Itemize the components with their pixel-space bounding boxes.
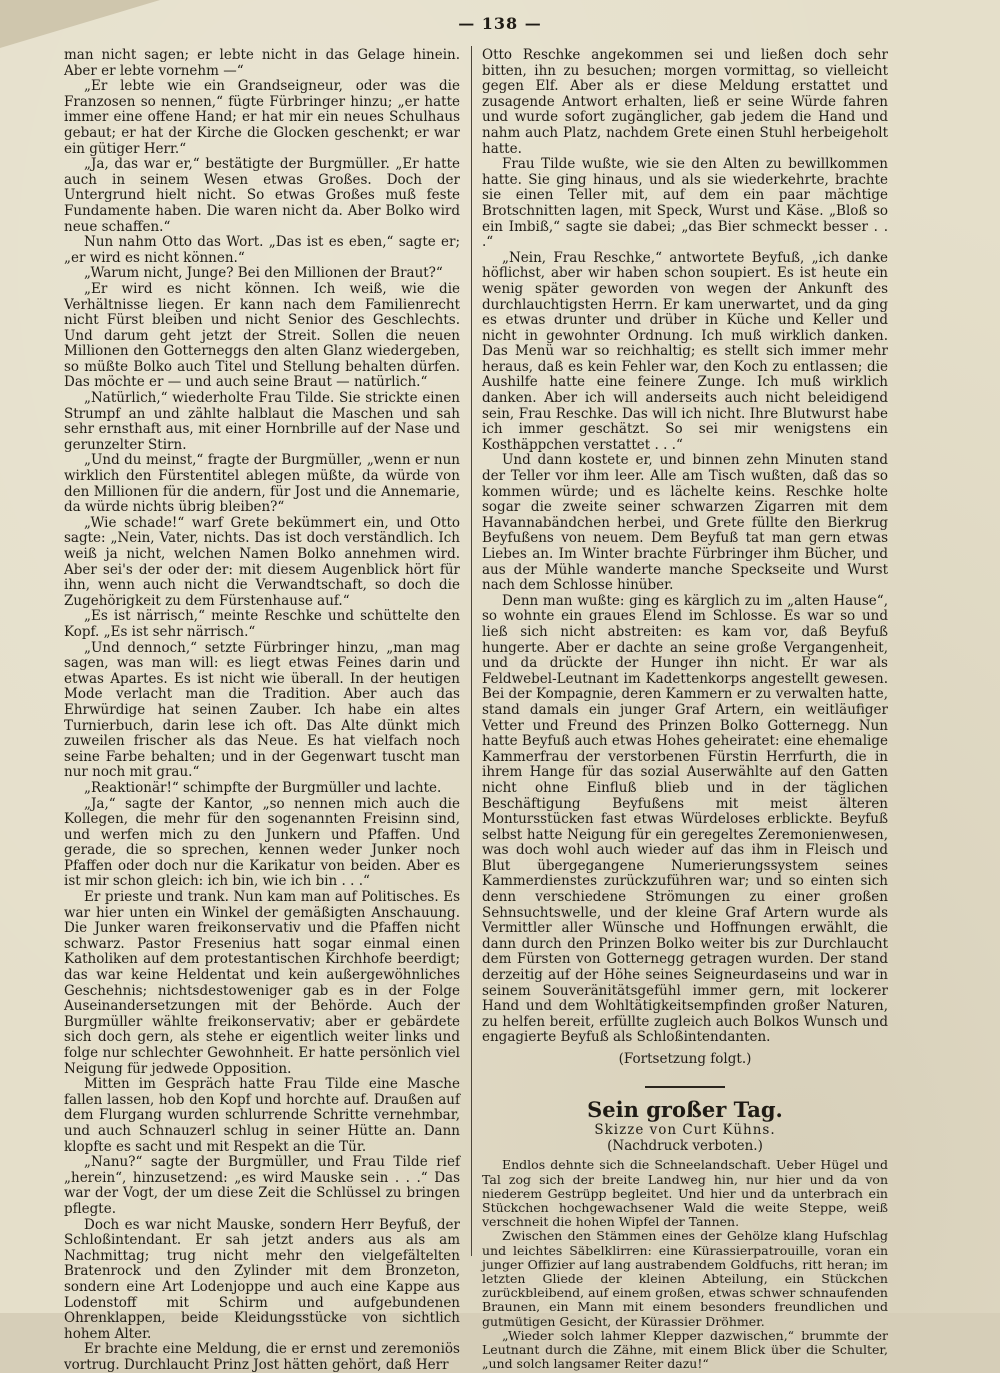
story-text bbox=[482, 1158, 888, 1371]
story-byline: Skizze von Curt Kühns. bbox=[594, 1122, 776, 1139]
left-column bbox=[64, 48, 460, 1373]
paragraph: „Wieder solch lahmer Klepper dazwischen,“ brummte der Leutnant durch die Zähne, mit einem Blick über die Schulter, „und solch langsamer Reiter dazu!“ bbox=[482, 1327, 888, 1372]
paragraph: „Reaktionär!“ schimpfte der Burgmüller und lachte. bbox=[84, 779, 442, 796]
paragraph: „Wie schade!“ warf Grete bekümmert ein, und Otto sagte: „Nein, Vater, nichts. Das ist doch verständlich. Ich weiß ja nicht, welchen Namen Bolko annehmen wird. Aber sei's der oder der: mit diesem Augenblick hört für ihn, wenn auch nicht die Verwandtschaft, so doch die Zugehörigkeit zu dem Fürstenhause auf.“ bbox=[64, 514, 460, 609]
section-rule bbox=[645, 1086, 725, 1088]
continuation-note: (Fortsetzung folgt.) bbox=[618, 1051, 752, 1067]
paragraph: Doch es war nicht Mauske, sondern Herr Beyfuß, der Schloßintendant. Er sah jetzt anders aus als am Nachmittag; trug nicht mehr den vielgefältelten Bratenrock und den Zylinder mit dem Bronzeton, sondern eine Art Lodenjoppe und auch eine Kappe aus Lodenstoff mit Schirm und aufgebundenen Ohrenklappen, beide Kleidungsstücke von sichtlich hohem Alter. bbox=[64, 1216, 460, 1342]
paragraph: Denn man wußte: ging es kärglich zu im „alten Hause“, so wohnte ein graues Elend im Schlosse. Es war so und ließ sich nicht abstreiten: es kam vor, daß Beyfuß hungerte. Aber er dachte an seine große Vergangenheit, und da drückte der Hunger ihn nicht. Er war als Feldwebel-Leutnant im Kadettenkorps angestellt gewesen. Bei der Kompagnie, deren Kammern er zu verwalten hatte, stand damals ein junger Graf Artern, ein weitläufiger Vetter und Freund des Prinzen Bolko Gotternegg. Nun hatte Beyfuß auch etwas Hohes geheiratet: eine ehemalige Kammerfrau der verstorbenen Fürstin Herrfurth, die in ihrem Hange für das sozial Auserwählte auf den Gatten nicht ohne Einfluß blieb und in der täglichen Beschäftigung Beyfußens mit meist älteren Montursstücken fast etwas Würdeloses erblickte. Beyfuß selbst hatte Neigung für ein geregeltes Zeremonienwesen, was doch wohl auch wieder auf das ihm in Fleisch und Blut übergegangene Numerierungssystem seines Kammerdienstes zurückzuführen war; und so einten sich denn verschiedene Strömungen zu einer großen Sehnsuchtswelle, und der kleine Graf Artern wurde als Vermittler aller Wünsche und Hoffnungen erwählt, die dann durch den Prinzen Bolko weiter bis zur Durchlaucht dem Fürsten von Gotternegg getragen wurden. Der stand derzeitig auf der Höhe seines Seigneurdaseins und war in seinem Souveränitätsgefühl immer gern, mit lockerer Hand und dem Wohltätigkeitsempfinden großer Naturen, zu helfen bereit, erfüllte zugleich auch Bolkos Wunsch und engagierte Beyfuß als Schloßintendanten. bbox=[482, 592, 888, 1046]
paragraph: Und dann kostete er, und binnen zehn Minuten stand der Teller vor ihm leer. Alle am Tisch wußten, daß das so kommen würde; und es lächelte keins. Reschke holte sogar die zweite seiner schwarzen Zigarren mit dem Havannabändchen herbei, und Grete füllte den Bierkrug Beyfußens von neuem. Dem Beyfuß tat man gern etwas Liebes an. Im Winter brachte Fürbringer ihm Bücher, und aus der Mühle wanderte manche Speckseite und Wurst nach dem Schlosse hinüber. bbox=[482, 452, 888, 594]
right-column-text bbox=[482, 48, 888, 1046]
paragraph: Er prieste und trank. Nun kam man auf Politisches. Es war hier unten ein Winkel der gemäßigten Anschauung. Die Junker waren freikonservativ und die Pfaffen nicht schwarz. Pastor Fresenius hatt sogar einmal einen Katholiken auf dem protestantischen Kirchhofe beerdigt; das war keine Heldentat und kein außergewöhnliches Geschehnis; nichtsdestoweniger gab es in der Folge Auseinandersetzungen mit der Behörde. Auch der Burgmüller wählte freikonservativ; aber er gebärdete sich doch gern, als stehe er eigentlich weiter links und folge nur schlechter Gewohnheit. Er hatte persönlich viel Neigung für jedwede Opposition. bbox=[64, 889, 460, 1077]
paragraph: „Es ist närrisch,“ meinte Reschke und schüttelte den Kopf. „Es ist sehr närrisch.“ bbox=[64, 608, 460, 640]
paragraph: „Er wird es nicht können. Ich weiß, wie die Verhältnisse liegen. Er kann nach dem Familienrecht nicht Fürst bleiben und nicht Senior des Geschlechts. Und darum geht jetzt der Streit. Sollen die neuen Millionen den Gotterneggs den alten Glanz wiedergeben, so müßte Bolko auch Titel und Stellung behalten dürfen. Das möchte er — und auch seine Braut — natürlich.“ bbox=[64, 280, 460, 391]
paragraph: „Nanu?“ sagte der Burgmüller, und Frau Tilde rief „herein“, hinzusetzend: „es wird Mauske sein . . .“ Das war der Vogt, der um diese Zeit die Schlüssel zu bringen pflegte. bbox=[64, 1154, 460, 1217]
torn-corner bbox=[0, 0, 160, 48]
paragraph: „Ja, das war er,“ bestätigte der Burgmüller. „Er hatte auch in seinem Wesen etwas Großes. Doch der Untergrund hielt nicht. So etwas Großes muß feste Fundamente haben. Die waren nicht da. Aber Bolko wird neue schaffen.“ bbox=[64, 156, 460, 235]
paragraph: Frau Tilde wußte, wie sie den Alten zu bewillkommen hatte. Sie ging hinaus, und als sie wiederkehrte, brachte sie einen Teller mit, auf dem ein paar mächtige Brotschnitten lagen, mit Speck, Wurst und Käse. „Bloß so ein Imbiß,“ sagte sie dabei; „das Bier schmeckt besser . . .“ bbox=[482, 156, 888, 251]
page-number: — 138 — bbox=[458, 14, 542, 33]
paragraph: „Natürlich,“ wiederholte Frau Tilde. Sie strickte einen Strumpf an und zählte halblaut die Maschen und sah sehr ernsthaft aus, mit einer Hornbrille auf der Nase und gerunzelter Stirn. bbox=[64, 390, 460, 453]
paragraph: Otto Reschke angekommen sei und ließen doch sehr bitten, ihn zu besuchen; morgen vormittag, so vielleicht gegen Elf. Aber als er diese Meldung erstattet und zusagende Antwort erhalten, ließ er seine Würde fahren und wurde sofort zugänglicher, gab jedem die Hand und nahm auch Platz, nachdem Grete einen Stuhl herbeigeholt hatte. bbox=[482, 47, 888, 157]
paragraph: Nun nahm Otto das Wort. „Das ist es eben,“ sagte er; „er wird es nicht können.“ bbox=[64, 234, 460, 266]
story-note: (Nachdruck verboten.) bbox=[607, 1137, 763, 1154]
paragraph: „Ja,“ sagte der Kantor, „so nennen mich auch die Kollegen, die mehr für den sogenannten Freisinn sind, und werfen mich zu den Junkern und Pfaffen. Und gerade, die so sprechen, kennen weder Junker noch Pfaffen oder doch nur die Karikatur von beiden. Aber es ist mir schon gleich: ich bin, wie ich bin . . .“ bbox=[64, 795, 460, 890]
column-divider bbox=[471, 46, 472, 1256]
story-title: Sein großer Tag. bbox=[587, 1096, 783, 1122]
paragraph: „Und du meinst,“ fragte der Burgmüller, „wenn er nun wirklich den Fürstentitel ablegen müßte, da würde von den Millionen für die andern, für Jost und die Annemarie, da würde nichts übrig bleiben?“ bbox=[64, 452, 460, 516]
paragraph: „Und dennoch,“ setzte Fürbringer hinzu, „man mag sagen, was man will: es liegt etwas Feines darin und etwas Apartes. Es ist nicht wie überall. In der heutigen Mode verlacht man die Tradition. Aber auch das Ehrwürdige hat seinen Zauber. Ich habe ein altes Turnierbuch, darin lese ich oft. Das Alte dünkt mich zuweilen frischer als das Neue. Es hat vielfach noch seine Farbe behalten; und in der Gegenwart tuscht man nur noch mit grau.“ bbox=[64, 639, 460, 781]
paragraph: Endlos dehnte sich die Schneelandschaft. Ueber Hügel und Tal zog sich der breite Landweg hin, nur hier und da von niederem Gestrüpp begleitet. Und hier und da unterbrach ein Stückchen hochgewachsener Wald die weite Steppe, weiß verschneit die hohen Wipfel der Tannen. bbox=[482, 1157, 888, 1230]
paragraph: man nicht sagen; er lebte nicht in das Gelage hinein. Aber er lebte vornehm —“ bbox=[64, 47, 460, 79]
paragraph: Zwischen den Stämmen eines der Gehölze klang Hufschlag und leichtes Säbelklirren: eine Kürassierpatrouille, voran ein junger Offizier auf lang austrabendem Goldfuchs, ritt heran; im letzten Gliede der kleinen Abteilung, ein Stückchen zurückbleibend, auf einem großen, etwas schwer schnaufenden Braunen, ein Mann mit einem besonders freundlichen und gutmütigen Gesicht, der Kürassier Dröhmer. bbox=[482, 1228, 888, 1329]
paragraph: „Er lebte wie ein Grandseigneur, oder was die Franzosen so nennen,“ fügte Fürbringer hinzu; „er hatte immer eine offene Hand; er hat mir ein neues Schulhaus gebaut; er hat der Kirche die Glocken geschenkt; er war ein gütiger Herr.“ bbox=[64, 78, 460, 157]
paragraph: „Nein, Frau Reschke,“ antwortete Beyfuß, „ich danke höflichst, aber wir haben schon soupiert. Es ist heute ein wenig später geworden von wegen der Ankunft des durchlauchtigsten Herrn. Er kam unerwartet, und da ging es etwas drunter und drüber in Küche und Keller und nicht in gewohnter Ordnung. Ich muß wirklich danken. Das Menü war so reichhaltig; es stellt sich immer mehr heraus, daß es kein Fehler war, den Koch zu entlassen; die Aushilfe hatte eine feinere Zunge. Ich muß wirklich danken. Aber ich will anderseits auch nicht beleidigend sein, Frau Reschke. Das will ich nicht. Ihre Blutwurst habe ich immer geschätzt. So sei mir wenigstens ein Kosthäppchen verstattet . . .“ bbox=[482, 249, 888, 453]
paragraph: „Warum nicht, Junge? Bei den Millionen der Braut?“ bbox=[84, 265, 443, 282]
right-column bbox=[482, 48, 888, 1371]
paragraph: Mitten im Gespräch hatte Frau Tilde eine Masche fallen lassen, hob den Kopf und horchte auf. Draußen auf dem Flurgang wurden schlurrende Schritte vernehmbar, und auch Schnauzerl schlug in seiner Hütte an. Dann klopfte es sacht und mit Respekt an die Tür. bbox=[64, 1076, 460, 1155]
paragraph: Er brachte eine Meldung, die er ernst und zeremoniös vortrug. Durchlaucht Prinz Jost hätten gehört, daß Herr bbox=[64, 1341, 460, 1373]
